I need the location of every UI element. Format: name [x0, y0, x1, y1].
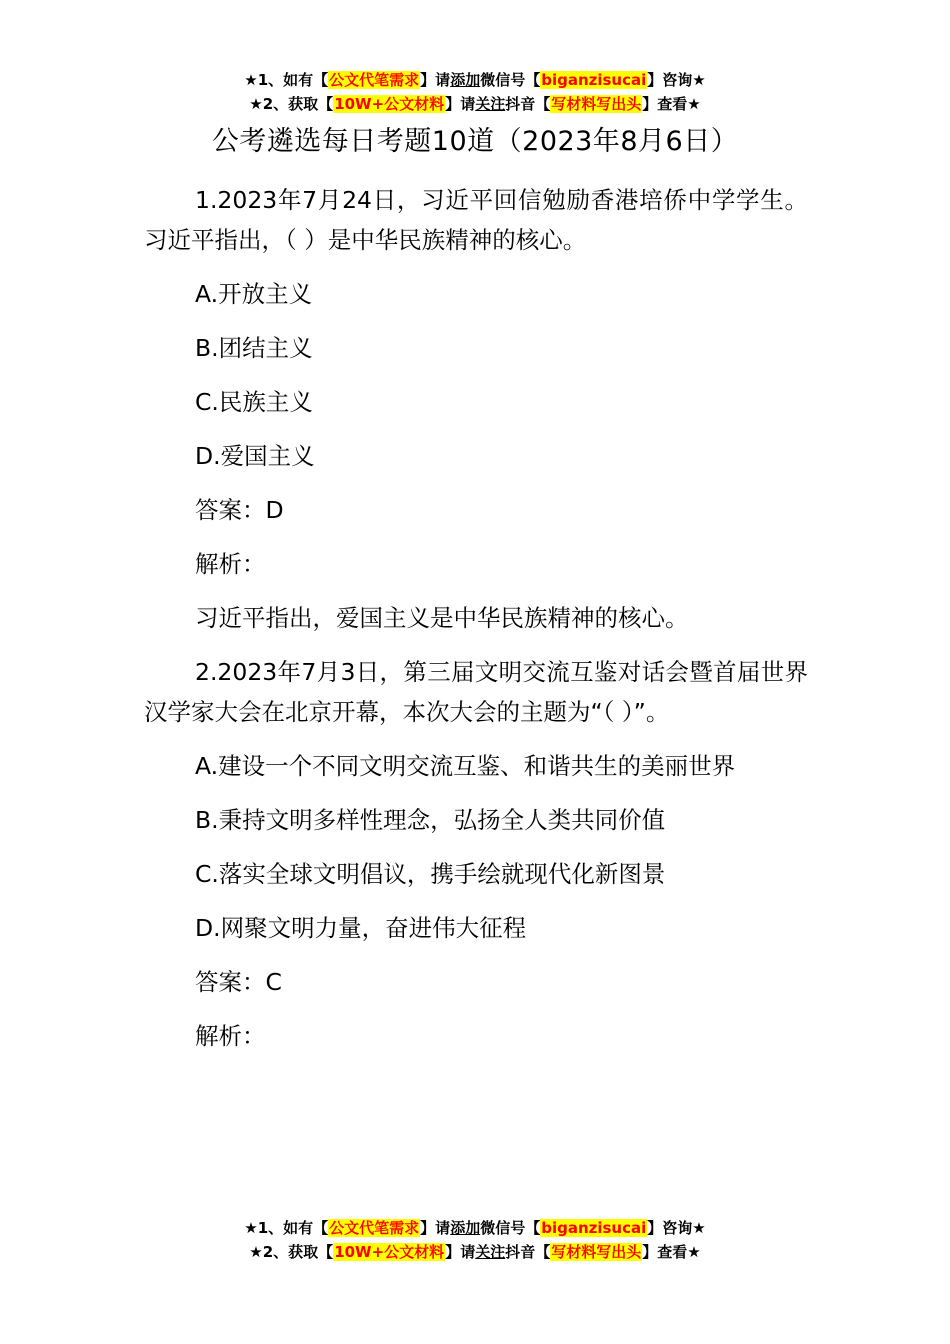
- banner-text: 抖音【: [505, 1243, 551, 1261]
- banner-text: 】咨询★: [647, 1219, 706, 1237]
- banner-line-2: [0, 92, 950, 116]
- banner-highlight: 写材料写出头: [551, 95, 642, 113]
- analysis-label: 解析：: [195, 1022, 266, 1050]
- banner-text: 抖音【: [505, 95, 551, 113]
- banner-text: 】请: [420, 1219, 451, 1237]
- header-banner: [0, 68, 950, 116]
- answer: 答案：D: [195, 496, 284, 524]
- option: A.开放主义: [195, 280, 313, 308]
- banner-highlight: biganzisucai: [541, 71, 647, 89]
- banner-text: 】请: [420, 71, 451, 89]
- banner-text: ★2、获取【: [249, 1243, 334, 1261]
- banner-text: ★2、获取【: [249, 95, 334, 113]
- option: C.民族主义: [195, 388, 313, 416]
- banner-text: 微信号【: [480, 1219, 541, 1237]
- banner-underlined: 添加: [450, 71, 481, 89]
- banner-highlight: 写材料写出头: [551, 1243, 642, 1261]
- banner-line-1: [0, 1216, 950, 1240]
- banner-underlined: 关注: [475, 1243, 506, 1261]
- banner-text: 微信号【: [480, 71, 541, 89]
- banner-underlined: 添加: [450, 1219, 481, 1237]
- banner-highlight: 公文代笔需求: [329, 1219, 420, 1237]
- banner-text: 】咨询★: [647, 71, 706, 89]
- banner-text: ★1、如有【: [244, 71, 329, 89]
- footer-banner: [0, 1216, 950, 1264]
- banner-line-1: [0, 68, 950, 92]
- banner-highlight: 10W+公文材料: [334, 95, 445, 113]
- banner-highlight: 10W+公文材料: [334, 1243, 445, 1261]
- option: A.建设一个不同文明交流互鉴、和谐共生的美丽世界: [195, 752, 736, 780]
- document-body: [144, 180, 808, 1070]
- banner-text: ★1、如有【: [244, 1219, 329, 1237]
- banner-text: 】请: [445, 95, 476, 113]
- banner-underlined: 关注: [475, 95, 506, 113]
- question-stem: 2.2023年7月3日，第三届文明交流互鉴对话会暨首届世界汉学家大会在北京开幕，本次大会的主题为“（ ）”。: [144, 658, 808, 726]
- banner-text: 】请: [445, 1243, 476, 1261]
- option: C.落实全球文明倡议，携手绘就现代化新图景: [195, 860, 666, 888]
- banner-highlight: 公文代笔需求: [329, 71, 420, 89]
- option: B.秉持文明多样性理念，弘扬全人类共同价值: [195, 806, 666, 834]
- banner-highlight: biganzisucai: [541, 1219, 647, 1237]
- question-stem: 1.2023年7月24日，习近平回信勉励香港培侨中学学生。习近平指出，（ ）是中华民族精神的核心。: [144, 186, 808, 254]
- analysis-text: 习近平指出，爱国主义是中华民族精神的核心。: [195, 604, 689, 632]
- page-title: 公考遴选每日考题10道（2023年8月6日）: [211, 126, 739, 157]
- banner-text: 】查看★: [642, 95, 701, 113]
- analysis-label: 解析：: [195, 550, 266, 578]
- banner-line-2: [0, 1240, 950, 1264]
- option: D.网聚文明力量，奋进伟大征程: [195, 914, 527, 942]
- answer: 答案：C: [195, 968, 282, 996]
- option: B.团结主义: [195, 334, 313, 362]
- banner-text: 】查看★: [642, 1243, 701, 1261]
- option: D.爱国主义: [195, 442, 315, 470]
